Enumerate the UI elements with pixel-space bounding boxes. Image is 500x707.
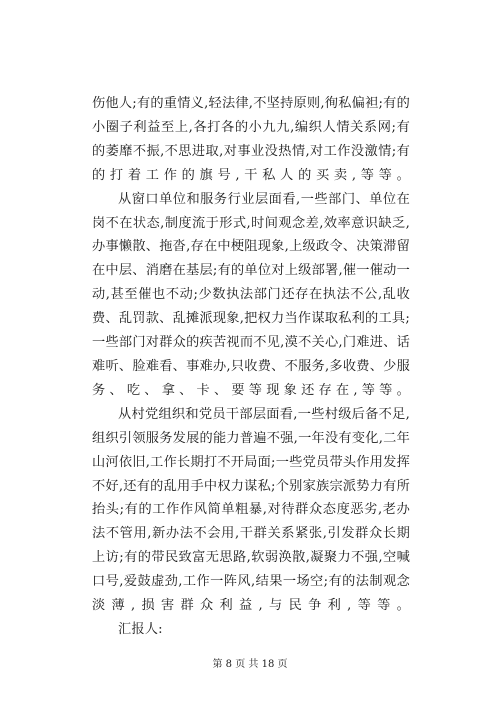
reporter-label: 汇报人:	[118, 621, 163, 637]
paragraph-continued: 伤他人;有的重情义,轻法律,不坚持原则,徇私偏袒;有的小圈子利益至上,各打各的小九九,编织人情关系网;有的萎靡不振,不思进取,对事业没热情,对工作没激情;有的打着工作的旗号,干私人的买卖,等等。	[92, 96, 410, 183]
paragraph-village-party: 从村党组织和党员干部层面看,一些村级后备不足,组织引领服务发展的能力普遍不强,一年没有变化,二年山河依旧,工作长期打不开局面;一些党员带头作用发挥不好,还有的乱用手中权力谋私;个别家族宗派势力有所抬头;有的工作作风简单粗暴,对待群众态度恶劣,老办法不管用,新办法不会用,干群关系紧张,引发群众长期上访;有的带民致富无思路,软弱涣散,凝聚力不强,空喊口号,爱鼓虚劲,工作一阵风,结果一场空;有的法制观念淡薄,损害群众利益,与民争利,等等。	[92, 406, 410, 614]
paragraph-window-units: 从窗口单位和服务行业层面看,一些部门、单位在岗不在状态,制度流于形式,时间观念差,效率意识缺乏,办事懒散、拖沓,存在中梗阻现象,上级政令、决策滞留在中层、消磨在基层;有的单位对上级部署,催一催动一动,甚至催也不动;少数执法部门还存在执法不公,乱收费、乱罚款、乱摊派现象,把权力当作谋取私利的工具;一些部门对群众的疾苦视而不见,漠不关心,门难进、话难听、脸难看、事难办,只收费、不服务,多收费、少服务、吃、拿、卡、要等现象还存在,等等。	[92, 191, 410, 398]
page-number-footer: 第 8 页 共 18 页	[212, 659, 288, 670]
document-body	[92, 92, 410, 642]
